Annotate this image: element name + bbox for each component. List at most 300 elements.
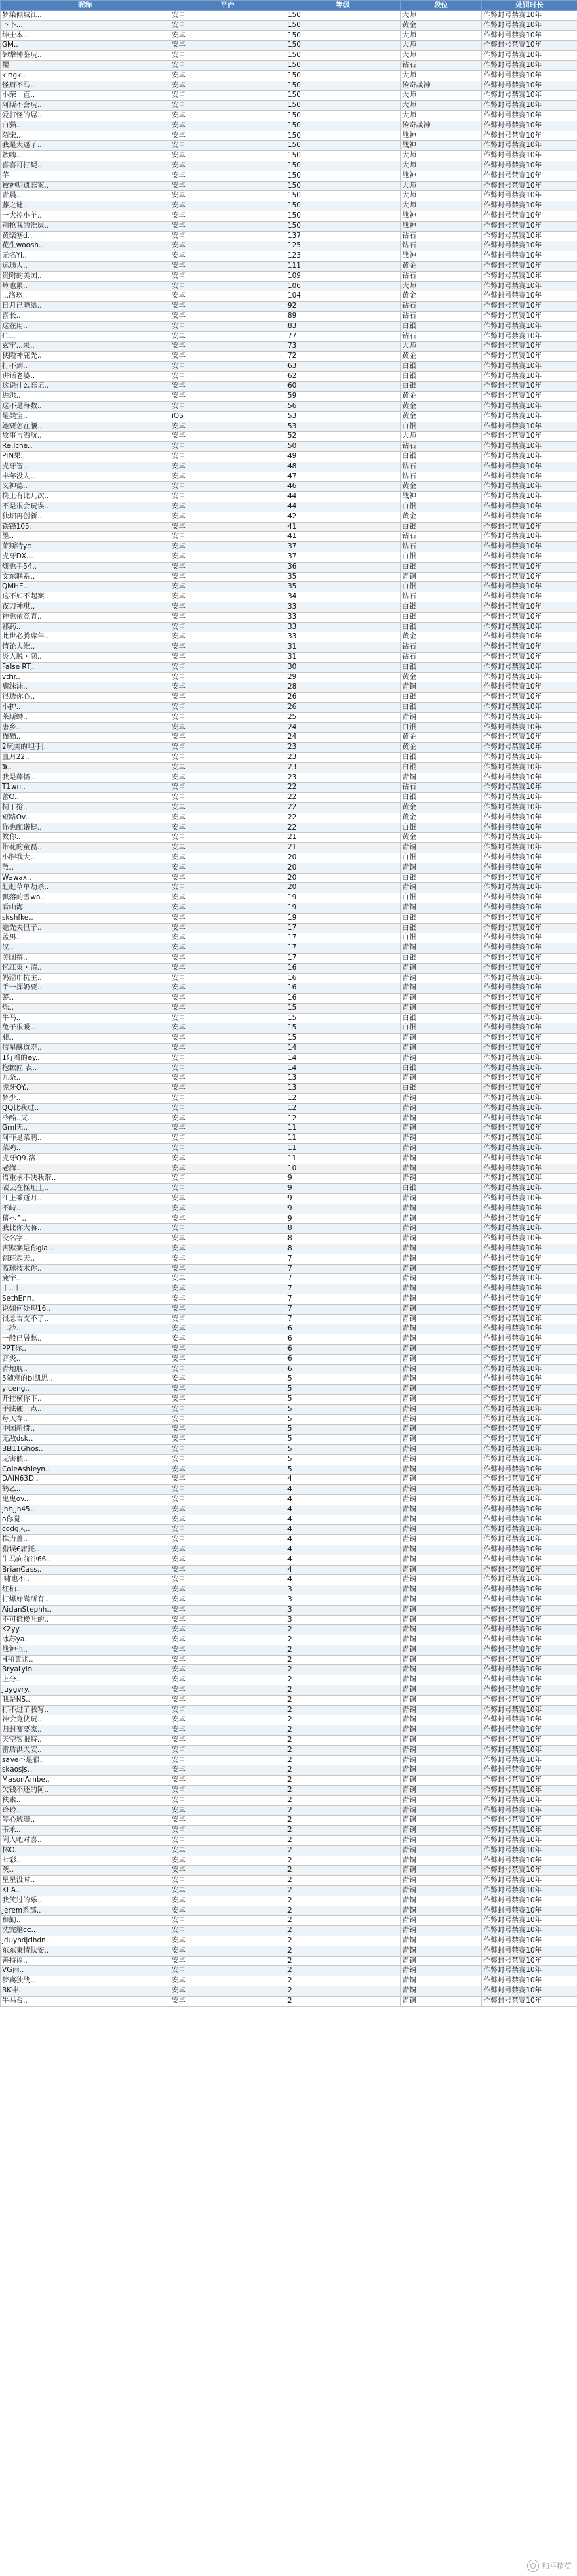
rank-cell: 青铜 [401, 1765, 482, 1776]
level-cell: 21 [285, 833, 401, 843]
platform-cell: 安卓 [170, 1435, 285, 1445]
platform-cell: 安卓 [170, 1856, 285, 1866]
platform-cell: 安卓 [170, 1003, 285, 1013]
table-row [1, 371, 577, 382]
rank-cell: 青铜 [401, 1124, 482, 1134]
level-cell: 2 [285, 1635, 401, 1645]
rank-cell: 青铜 [401, 1755, 482, 1765]
level-cell: 2 [285, 1705, 401, 1715]
rank-cell: 黄金 [401, 20, 482, 30]
level-cell: 150 [285, 221, 401, 231]
level-cell: 2 [285, 1896, 401, 1906]
level-cell: 16 [285, 994, 401, 1004]
platform-cell: 安卓 [170, 582, 285, 592]
platform-cell: 安卓 [170, 251, 285, 262]
level-cell: 2 [285, 1675, 401, 1685]
rank-cell: 青铜 [401, 1966, 482, 1976]
rank-cell: 钻石 [401, 653, 482, 663]
level-cell: 83 [285, 321, 401, 331]
level-cell: 9 [285, 1204, 401, 1214]
rank-cell: 青铜 [401, 682, 482, 693]
level-cell: 73 [285, 342, 401, 352]
penalty-duration-cell: 作弊封号禁赛10年 [482, 101, 577, 111]
nickname-cell: ...洛玖.. [1, 291, 170, 302]
penalty-duration-cell: 作弊封号禁赛10年 [482, 582, 577, 592]
rank-cell: 青铜 [401, 1044, 482, 1054]
platform-cell: 安卓 [170, 201, 285, 211]
rank-cell: 白银 [401, 823, 482, 833]
rank-cell: 白银 [401, 893, 482, 903]
nickname-cell: 冰苏ya.. [1, 1635, 170, 1645]
rank-cell: 青铜 [401, 1555, 482, 1565]
nickname-cell: 鬼鬼ov.. [1, 1494, 170, 1505]
level-cell: 4 [285, 1555, 401, 1565]
nickname-cell: 推力盖.. [1, 1535, 170, 1545]
platform-cell: 安卓 [170, 41, 285, 51]
platform-cell: 安卓 [170, 321, 285, 331]
platform-cell: 安卓 [170, 853, 285, 863]
level-cell: 42 [285, 512, 401, 522]
rank-cell: 钻石 [401, 60, 482, 70]
nickname-cell: 祁药.. [1, 622, 170, 632]
platform-cell: 安卓 [170, 1845, 285, 1856]
platform-cell: 安卓 [170, 1906, 285, 1916]
rank-cell: 青铜 [401, 963, 482, 973]
penalty-duration-cell: 作弊封号禁赛10年 [482, 472, 577, 482]
table-row [1, 1475, 577, 1485]
level-cell: 53 [285, 422, 401, 432]
level-cell: 150 [285, 51, 401, 61]
penalty-duration-cell: 作弊封号禁赛10年 [482, 382, 577, 392]
penalty-duration-cell: 作弊封号禁赛10年 [482, 502, 577, 512]
penalty-duration-cell: 作弊封号禁赛10年 [482, 1645, 577, 1655]
rank-cell: 青铜 [401, 1304, 482, 1314]
rank-cell: 青铜 [401, 1575, 482, 1585]
table-row [1, 171, 577, 181]
penalty-duration-cell: 作弊封号禁赛10年 [482, 1545, 577, 1555]
table-row [1, 793, 577, 803]
platform-cell: 安卓 [170, 893, 285, 903]
level-cell: 2 [285, 1776, 401, 1786]
rank-cell: 青铜 [401, 1695, 482, 1705]
nickname-cell: BK丰.. [1, 1986, 170, 1996]
table-row [1, 141, 577, 151]
rank-cell: 青铜 [401, 1906, 482, 1916]
rank-cell: 青铜 [401, 1314, 482, 1324]
nickname-cell: 兔子很暖.. [1, 1023, 170, 1034]
level-cell: 2 [285, 1665, 401, 1675]
nickname-cell: 牛马向前冲66.. [1, 1555, 170, 1565]
nickname-cell: 攸你.. [1, 833, 170, 843]
rank-cell: 大师 [401, 432, 482, 442]
penalty-duration-cell: 作弊封号禁赛10年 [482, 41, 577, 51]
table-row [1, 311, 577, 321]
level-cell: 52 [285, 432, 401, 442]
table-row [1, 1264, 577, 1274]
rank-cell: 黄金 [401, 833, 482, 843]
level-cell: 48 [285, 462, 401, 472]
rank-cell: 白银 [401, 662, 482, 672]
penalty-duration-cell: 作弊封号禁赛10年 [482, 1003, 577, 1013]
table-row [1, 783, 577, 793]
table-row [1, 1776, 577, 1786]
table-row [1, 813, 577, 823]
penalty-duration-cell: 作弊封号禁赛10年 [482, 492, 577, 502]
nickname-cell: 牛马台.. [1, 1996, 170, 2006]
nickname-cell: 丨..丨.. [1, 1284, 170, 1294]
nickname-cell: 藤之谜.. [1, 201, 170, 211]
penalty-duration-cell: 作弊封号禁赛10年 [482, 1565, 577, 1575]
nickname-cell: 欠钱不还的阿.. [1, 1786, 170, 1796]
table-row [1, 392, 577, 402]
platform-cell: 安卓 [170, 762, 285, 773]
level-cell: 19 [285, 903, 401, 913]
table-row [1, 191, 577, 201]
platform-cell: 安卓 [170, 151, 285, 161]
nickname-cell: 被神明遗忘案.. [1, 181, 170, 191]
level-cell: 2 [285, 1725, 401, 1736]
table-row [1, 1966, 577, 1976]
platform-cell: 安卓 [170, 612, 285, 622]
table-row [1, 70, 577, 81]
platform-cell: 安卓 [170, 1234, 285, 1244]
level-cell: 29 [285, 672, 401, 682]
rank-cell: 青铜 [401, 1435, 482, 1445]
table-row [1, 1585, 577, 1595]
rank-cell: 青铜 [401, 1535, 482, 1545]
platform-cell: 安卓 [170, 352, 285, 362]
rank-cell: 青铜 [401, 1003, 482, 1013]
platform-cell: 安卓 [170, 1956, 285, 1966]
platform-cell: 安卓 [170, 1585, 285, 1595]
penalty-duration-cell: 作弊封号禁赛10年 [482, 733, 577, 743]
penalty-duration-cell: 作弊封号禁赛10年 [482, 60, 577, 70]
penalty-duration-cell: 作弊封号禁赛10年 [482, 1635, 577, 1645]
platform-cell: 安卓 [170, 492, 285, 502]
level-cell: 2 [285, 1755, 401, 1765]
nickname-cell: 故事与酒航.. [1, 432, 170, 442]
nickname-cell: 无名YI.. [1, 251, 170, 262]
platform-cell: 安卓 [170, 261, 285, 271]
table-row [1, 1144, 577, 1154]
level-cell: 20 [285, 853, 401, 863]
platform-cell: 安卓 [170, 1224, 285, 1234]
rank-cell: 青铜 [401, 1585, 482, 1595]
level-cell: 23 [285, 762, 401, 773]
penalty-duration-cell: 作弊封号禁赛10年 [482, 712, 577, 722]
platform-cell: 安卓 [170, 592, 285, 602]
level-cell: 33 [285, 632, 401, 642]
nickname-cell: 碳云在怪址上.. [1, 1184, 170, 1194]
rank-cell: 青铜 [401, 1745, 482, 1755]
table-row [1, 1615, 577, 1625]
level-cell: 2 [285, 1986, 401, 1996]
nickname-cell: 不峙.. [1, 1204, 170, 1214]
rank-cell: 钻石 [401, 331, 482, 342]
platform-cell: 安卓 [170, 1736, 285, 1746]
rank-cell: 白银 [401, 622, 482, 632]
platform-cell: 安卓 [170, 783, 285, 793]
level-cell: 150 [285, 121, 401, 131]
rank-cell: 青铜 [401, 1525, 482, 1535]
nickname-cell: DAIN63D.. [1, 1475, 170, 1485]
level-cell: 2 [285, 1795, 401, 1805]
platform-cell: 安卓 [170, 1615, 285, 1625]
rank-cell: 青铜 [401, 1545, 482, 1555]
penalty-duration-cell: 作弊封号禁赛10年 [482, 983, 577, 994]
table-body [1, 11, 577, 2007]
platform-cell: 安卓 [170, 682, 285, 693]
level-cell: 44 [285, 492, 401, 502]
platform-cell: 安卓 [170, 221, 285, 231]
platform-cell: iOS [170, 411, 285, 422]
rank-cell: 青铜 [401, 1505, 482, 1515]
penalty-duration-cell: 作弊封号禁赛10年 [482, 1755, 577, 1765]
platform-cell: 安卓 [170, 1124, 285, 1134]
rank-cell: 白银 [401, 913, 482, 923]
platform-cell: 安卓 [170, 542, 285, 552]
rank-cell: 青铜 [401, 1465, 482, 1475]
level-cell: 6 [285, 1334, 401, 1345]
nickname-cell: Wawax.. [1, 873, 170, 883]
nickname-cell: 神也依竞青.. [1, 612, 170, 622]
nickname-cell: 黄楽塞d.. [1, 231, 170, 241]
rank-cell: 黄金 [401, 743, 482, 753]
table-row [1, 1856, 577, 1866]
table-row [1, 411, 577, 422]
rank-cell: 大师 [401, 181, 482, 191]
penalty-duration-cell: 作弊封号禁赛10年 [482, 933, 577, 943]
platform-cell: 安卓 [170, 813, 285, 823]
level-cell: 14 [285, 1063, 401, 1074]
platform-cell: 安卓 [170, 1204, 285, 1214]
platform-cell: 安卓 [170, 30, 285, 41]
penalty-duration-cell: 作弊封号禁赛10年 [482, 251, 577, 262]
rank-cell: 青铜 [401, 1776, 482, 1786]
penalty-duration-cell: 作弊封号禁赛10年 [482, 1786, 577, 1796]
table-row [1, 1244, 577, 1254]
nickname-cell: 每天存.. [1, 1414, 170, 1425]
rank-cell: 青铜 [401, 1074, 482, 1084]
level-cell: 150 [285, 70, 401, 81]
penalty-duration-cell: 作弊封号禁赛10年 [482, 973, 577, 983]
level-cell: 3 [285, 1585, 401, 1595]
table-row [1, 1916, 577, 1926]
penalty-duration-cell: 作弊封号禁赛10年 [482, 51, 577, 61]
table-row [1, 1465, 577, 1475]
platform-cell: 安卓 [170, 302, 285, 312]
platform-cell: 安卓 [170, 773, 285, 783]
table-row [1, 632, 577, 642]
rank-cell: 大师 [401, 191, 482, 201]
nickname-cell: QQ比我过.. [1, 1103, 170, 1113]
nickname-cell: 很念吉支不了.. [1, 1314, 170, 1324]
nickname-cell: 忆江東・清.. [1, 963, 170, 973]
rank-cell: 传奇战神 [401, 81, 482, 91]
table-row [1, 693, 577, 703]
table-row [1, 622, 577, 632]
platform-cell: 安卓 [170, 602, 285, 613]
penalty-duration-cell: 作弊封号禁赛10年 [482, 1926, 577, 1936]
table-row [1, 1976, 577, 1986]
table-row [1, 81, 577, 91]
level-cell: 77 [285, 331, 401, 342]
penalty-duration-cell: 作弊封号禁赛10年 [482, 522, 577, 532]
table-row [1, 532, 577, 542]
penalty-duration-cell: 作弊封号禁赛10年 [482, 392, 577, 402]
penalty-duration-cell: 作弊封号禁赛10年 [482, 191, 577, 201]
level-cell: 16 [285, 983, 401, 994]
platform-cell: 安卓 [170, 1926, 285, 1936]
rank-cell: 白银 [401, 1013, 482, 1023]
nickname-cell: 虎牙Q9.洛.. [1, 1153, 170, 1164]
table-row [1, 1946, 577, 1956]
platform-cell: 安卓 [170, 1103, 285, 1113]
penalty-duration-cell: 作弊封号禁赛10年 [482, 802, 577, 813]
nickname-cell: 梦少.. [1, 1094, 170, 1104]
nickname-cell: 日月已晓给.. [1, 302, 170, 312]
table-row [1, 321, 577, 331]
penalty-duration-cell: 作弊封号禁赛10年 [482, 281, 577, 291]
header-penalty-duration: 处罚时长 [482, 1, 577, 11]
nickname-cell: 七彩.. [1, 1856, 170, 1866]
rank-cell: 青铜 [401, 1344, 482, 1354]
platform-cell: 安卓 [170, 1866, 285, 1876]
level-cell: 2 [285, 1745, 401, 1755]
rank-cell: 青铜 [401, 1715, 482, 1725]
platform-cell: 安卓 [170, 1886, 285, 1896]
platform-cell: 安卓 [170, 943, 285, 954]
nickname-cell: 花生woosh.. [1, 241, 170, 251]
level-cell: 8 [285, 1224, 401, 1234]
level-cell: 30 [285, 662, 401, 672]
level-cell: 17 [285, 933, 401, 943]
nickname-cell: 我笑过的乐.. [1, 1896, 170, 1906]
nickname-cell: 玲玲.. [1, 1805, 170, 1816]
platform-cell: 安卓 [170, 752, 285, 762]
platform-cell: 安卓 [170, 1826, 285, 1836]
rank-cell: 钻石 [401, 532, 482, 542]
table-row [1, 221, 577, 231]
platform-cell: 安卓 [170, 1705, 285, 1715]
level-cell: 26 [285, 693, 401, 703]
platform-cell: 安卓 [170, 51, 285, 61]
nickname-cell: skshfke.. [1, 913, 170, 923]
rank-cell: 青铜 [401, 1976, 482, 1986]
nickname-cell: 小护.. [1, 702, 170, 712]
nickname-cell: 义神德.. [1, 482, 170, 492]
nickname-cell: 打不到.. [1, 361, 170, 371]
level-cell: 150 [285, 110, 401, 121]
rank-cell: 钻石 [401, 442, 482, 452]
table-row [1, 1294, 577, 1305]
rank-cell: 青铜 [401, 1494, 482, 1505]
penalty-duration-cell: 作弊封号禁赛10年 [482, 1655, 577, 1665]
level-cell: 56 [285, 402, 401, 412]
platform-cell: 安卓 [170, 1715, 285, 1725]
penalty-duration-cell: 作弊封号禁赛10年 [482, 231, 577, 241]
table-row [1, 762, 577, 773]
nickname-cell: 手法硬一点.. [1, 1404, 170, 1414]
level-cell: 50 [285, 442, 401, 452]
nickname-cell: 桐丁抢.. [1, 802, 170, 813]
penalty-duration-cell: 作弊封号禁赛10年 [482, 1515, 577, 1525]
penalty-duration-cell: 作弊封号禁赛10年 [482, 1304, 577, 1314]
level-cell: 150 [285, 191, 401, 201]
nickname-cell: 我是大逼子.. [1, 141, 170, 151]
penalty-duration-cell: 作弊封号禁赛10年 [482, 342, 577, 352]
level-cell: 11 [285, 1134, 401, 1144]
nickname-cell: BrianCass.. [1, 1565, 170, 1575]
rank-cell: 青铜 [401, 1425, 482, 1435]
nickname-cell: 这说什么忘记.. [1, 382, 170, 392]
table-row [1, 1184, 577, 1194]
table-row [1, 873, 577, 883]
level-cell: 5 [285, 1444, 401, 1454]
penalty-duration-cell: 作弊封号禁赛10年 [482, 1675, 577, 1685]
platform-cell: 安卓 [170, 1595, 285, 1605]
level-cell: 150 [285, 211, 401, 221]
rank-cell: 战神 [401, 211, 482, 221]
level-cell: 59 [285, 392, 401, 402]
table-row [1, 342, 577, 352]
platform-cell: 安卓 [170, 1565, 285, 1575]
platform-cell: 安卓 [170, 933, 285, 943]
rank-cell: 青铜 [401, 1645, 482, 1655]
level-cell: 20 [285, 883, 401, 893]
nickname-cell: False RT.. [1, 662, 170, 672]
penalty-duration-cell: 作弊封号禁赛10年 [482, 693, 577, 703]
table-row [1, 1134, 577, 1144]
rank-cell: 青铜 [401, 1565, 482, 1575]
table-row [1, 1494, 577, 1505]
platform-cell: 安卓 [170, 1314, 285, 1324]
table-row [1, 1204, 577, 1214]
penalty-duration-cell: 作弊封号禁赛10年 [482, 1906, 577, 1916]
nickname-cell: 篮球技术你.. [1, 1264, 170, 1274]
table-row [1, 662, 577, 672]
penalty-duration-cell: 作弊封号禁赛10年 [482, 923, 577, 933]
penalty-duration-cell: 作弊封号禁赛10年 [482, 1615, 577, 1625]
rank-cell: 青铜 [401, 1274, 482, 1284]
rank-cell: 白银 [401, 522, 482, 532]
platform-cell: 安卓 [170, 1655, 285, 1665]
penalty-duration-cell: 作弊封号禁赛10年 [482, 1034, 577, 1044]
platform-cell: 安卓 [170, 873, 285, 883]
rank-cell: 白银 [401, 702, 482, 712]
platform-cell: 安卓 [170, 672, 285, 682]
table-row [1, 1324, 577, 1334]
rank-cell: 白银 [401, 722, 482, 733]
penalty-duration-cell: 作弊封号禁赛10年 [482, 211, 577, 221]
penalty-duration-cell: 作弊封号禁赛10年 [482, 793, 577, 803]
rank-cell: 青铜 [401, 1675, 482, 1685]
penalty-duration-cell: 作弊封号禁赛10年 [482, 110, 577, 121]
nickname-cell: 妈湿巾抗主.. [1, 973, 170, 983]
penalty-duration-cell: 作弊封号禁赛10年 [482, 843, 577, 853]
penalty-duration-cell: 作弊封号禁赛10年 [482, 1234, 577, 1244]
platform-cell: 安卓 [170, 1284, 285, 1294]
table-row [1, 1645, 577, 1655]
penalty-duration-cell: 作弊封号禁赛10年 [482, 1535, 577, 1545]
platform-cell: 安卓 [170, 11, 285, 21]
table-row [1, 743, 577, 753]
penalty-duration-cell: 作弊封号禁赛10年 [482, 1254, 577, 1264]
penalty-duration-cell: 作弊封号禁赛10年 [482, 241, 577, 251]
platform-cell: 安卓 [170, 1816, 285, 1826]
nickname-cell: 岭也累.. [1, 281, 170, 291]
table-row [1, 1866, 577, 1876]
